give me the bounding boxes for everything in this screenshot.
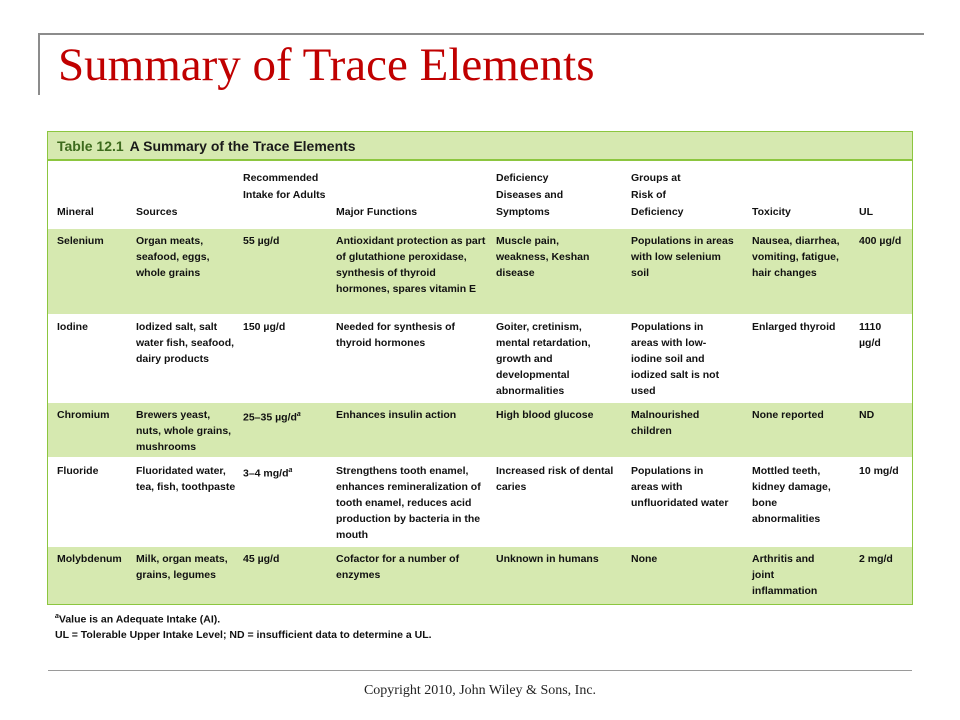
cell-intake [243, 407, 333, 426]
copyright-notice: Copyright 2010, John Wiley & Sons, Inc. [363, 683, 597, 698]
cell-sources: Iodized salt, salt water fish, seafood, dairy products [136, 321, 235, 365]
col-head-toxicity: Toxicity [752, 206, 791, 218]
cell-intake-value: 45 µg/d [243, 553, 280, 565]
footnote-marker: a [55, 613, 59, 620]
cell-intake [243, 463, 333, 482]
col-head-ul: UL [859, 206, 873, 218]
cell-sources: Fluoridated water, tea, fish, toothpaste [136, 465, 236, 493]
cell-intake-value: 25–35 µg/d [243, 411, 297, 424]
frame-top-line [38, 33, 924, 35]
col-head-deficiency: Deficiency Diseases and Symptoms [496, 172, 564, 218]
cell-risk: Malnourished children [631, 409, 700, 437]
cell-intake-note: a [288, 467, 293, 474]
cell-mineral: Fluoride [57, 465, 99, 477]
cell-ul: 400 µg/d [859, 235, 902, 247]
cell-ul: 2 mg/d [859, 553, 893, 565]
footnote-ai-text: Value is an Adequate Intake (AI). [58, 613, 221, 626]
col-head-functions: Major Functions [336, 206, 418, 218]
table-row [48, 459, 912, 546]
cell-sources: Brewers yeast, nuts, whole grains, mushrooms [136, 409, 232, 453]
frame-left-line [38, 33, 40, 95]
cell-mineral: Chromium [57, 409, 110, 421]
cell-intake-value: 3–4 mg/d [243, 467, 289, 480]
col-head-sources: Sources [136, 206, 178, 218]
cell-toxicity: Arthritis and joint inflammation [752, 553, 818, 597]
cell-deficiency: Increased risk of dental caries [496, 465, 614, 493]
table-caption-text: A Summary of the Trace Elements [129, 138, 356, 154]
table-caption-bar [48, 132, 912, 159]
col-head-risk: Groups at Risk of Deficiency [631, 172, 684, 218]
trace-elements-table [47, 131, 913, 605]
cell-sources: Organ meats, seafood, eggs, whole grains [136, 235, 210, 279]
table-row [48, 547, 912, 604]
cell-toxicity: Nausea, diarrhea, vomiting, fatigue, hair changes [752, 235, 840, 279]
table-row [48, 315, 912, 402]
cell-ul: 1110 µg/d [859, 321, 882, 349]
cell-deficiency: Muscle pain, weakness, Keshan disease [496, 235, 590, 279]
cell-sources: Milk, organ meats, grains, legumes [136, 553, 228, 581]
cell-mineral: Selenium [57, 235, 104, 247]
table-number: Table 12.1 [57, 138, 124, 154]
cell-intake [243, 319, 333, 335]
table-caption [57, 138, 356, 154]
cell-intake-value: 55 µg/d [243, 235, 280, 247]
frame-bottom-line [48, 670, 912, 671]
col-head-mineral: Mineral [57, 206, 94, 218]
footnote-ai [55, 613, 220, 626]
slide-title: Summary of Trace Elements [58, 39, 595, 91]
cell-ul: ND [859, 409, 875, 421]
cell-risk: Populations in areas with unfluoridated water [631, 465, 729, 509]
cell-risk: Populations in areas with low selenium soil [631, 235, 734, 279]
cell-intake [243, 551, 333, 567]
cell-functions: Antioxidant protection as part of glutathione peroxidase, synthesis of thyroid hormones, spares vitamin E [336, 235, 486, 295]
cell-deficiency: Goiter, cretinism, mental retardation, growth and developmental abnormalities [496, 321, 591, 397]
cell-deficiency: High blood glucose [496, 409, 594, 421]
table-row [48, 229, 912, 314]
cell-intake [243, 233, 333, 249]
cell-risk: None [631, 553, 658, 565]
cell-functions: Needed for synthesis of thyroid hormones [336, 321, 456, 349]
cell-risk: Populations in areas with low-iodine soil and iodized salt is not used [631, 321, 720, 397]
header-rule [48, 159, 912, 161]
cell-ul: 10 mg/d [859, 465, 899, 477]
cell-functions: Strengthens tooth enamel, enhances remineralization of tooth enamel, reduces acid production by bacteria in the mouth [336, 465, 481, 541]
cell-toxicity: Enlarged thyroid [752, 321, 836, 333]
table-row [48, 403, 912, 457]
cell-functions: Enhances insulin action [336, 409, 457, 421]
cell-mineral: Molybdenum [57, 553, 122, 565]
cell-toxicity: None reported [752, 409, 824, 421]
cell-toxicity: Mottled teeth, kidney damage, bone abnormalities [752, 465, 831, 525]
cell-intake-value: 150 µg/d [243, 321, 286, 333]
cell-functions: Cofactor for a number of enzymes [336, 553, 460, 581]
cell-intake-note: a [296, 411, 301, 418]
footnote-ul-nd: UL = Tolerable Upper Intake Level; ND = insufficient data to determine a UL. [55, 629, 432, 641]
cell-mineral: Iodine [57, 321, 88, 333]
col-head-intake: Recommended Intake for Adults [243, 172, 326, 201]
cell-deficiency: Unknown in humans [496, 553, 599, 565]
